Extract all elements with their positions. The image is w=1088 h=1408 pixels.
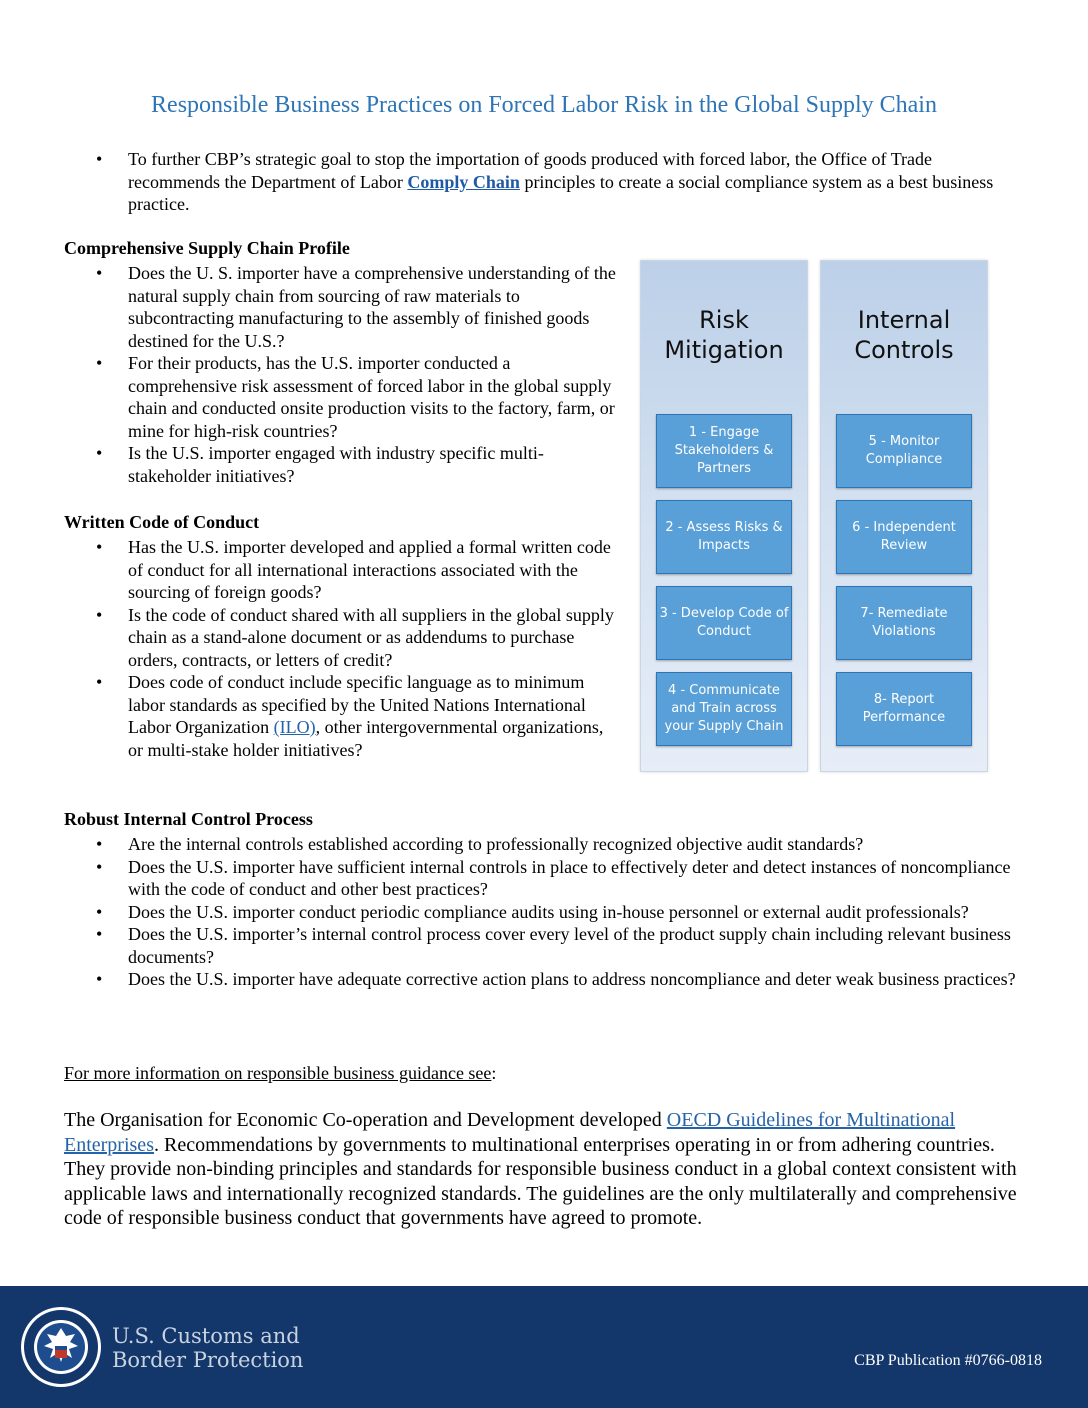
agency-line-2: Border Protection [112, 1348, 304, 1372]
agency-name [112, 1324, 303, 1372]
step-box: 1 - Engage Stakeholders & Partners [656, 414, 792, 488]
risk-mitigation-title [641, 305, 807, 365]
list-item: • Has the U.S. importer developed and applied a formal written code of conduct for all international interactions associated with the sourcing of foreign goods? [96, 536, 620, 604]
section-heading-code: Written Code of Conduct [64, 512, 260, 532]
list-item [96, 671, 620, 761]
column-title-text: Risk Mitigation [664, 306, 784, 364]
more-info-colon: : [491, 1063, 497, 1083]
list-item: • Does the U. S. importer have a comprehensive understanding of the natural supply chain from sourcing of raw materials to subcontracting manufacturing to the assembly of finished goods destined for the U.S.? [96, 262, 616, 352]
step-box: 3 - Develop Code of Conduct [656, 586, 792, 660]
list-item: • Is the code of conduct shared with all suppliers in the global supply chain as a stand-alone document or as addendums to purchase orders, contracts, or letters of credit? [96, 604, 620, 672]
list-item: • Does the U.S. importer’s internal control process cover every level of the product supply chain including relevant business documents? [96, 923, 1026, 968]
list-item: • Does the U.S. importer conduct periodic compliance audits using in-house personnel or external audit professionals? [96, 901, 1026, 924]
list-item: • Is the U.S. importer engaged with industry specific multi-stakeholder initiatives? [96, 442, 616, 487]
risk-mitigation-column [640, 260, 808, 772]
ilo-text-after: , other intergovernmental organizations, or multi-stake holder initiatives? [128, 717, 604, 760]
oecd-paragraph [64, 1108, 1034, 1231]
step-box: 7- Remediate Violations [836, 586, 972, 660]
list-item: • Does the U.S. importer have adequate corrective action plans to address noncompliance and deter weak business practices? [96, 968, 1026, 991]
oecd-guidelines-link[interactable]: OECD Guidelines for Multinational Enterprises [64, 1109, 956, 1156]
column-title-text: Internal Controls [854, 306, 954, 364]
internal-list [96, 833, 1026, 991]
step-box: 8- Report Performance [836, 672, 972, 746]
agency-line-1: U.S. Customs and [112, 1324, 300, 1348]
list-item: • Does the U.S. importer have sufficient internal controls in place to effectively deter and detect instances of noncompliance with the code of conduct and other best practices? [96, 856, 1026, 901]
internal-controls-title [821, 305, 987, 365]
comply-chain-link[interactable]: Comply Chain [407, 171, 520, 192]
oecd-text-before: The Organisation for Economic Co-operation and Development developed [64, 1109, 667, 1131]
intro-list [96, 148, 1026, 216]
ilo-text-before: Does code of conduct include specific language as to minimum labor standards as specified by the United Nations International Labor Organization [128, 672, 586, 737]
intro-item [96, 148, 1026, 216]
dhs-seal-icon [20, 1306, 102, 1388]
more-info [64, 1063, 496, 1084]
list-item: • Are the internal controls established according to professionally recognized objective audit standards? [96, 833, 1026, 856]
code-list [96, 536, 620, 761]
internal-controls-column [820, 260, 988, 772]
intro-text-before: To further CBP’s strategic goal to stop the importation of goods produced with forced labor, the Office of Trade recommends the Department of Labor [128, 149, 933, 192]
footer-band [0, 1286, 1088, 1408]
step-box: 6 - Independent Review [836, 500, 972, 574]
profile-list [96, 262, 616, 487]
step-box: 5 - Monitor Compliance [836, 414, 972, 488]
publication-number: CBP Publication #0766-0818 [854, 1352, 1042, 1369]
intro-text-after: principles to create a social compliance system as a best business practice. [128, 171, 994, 214]
section-heading-internal: Robust Internal Control Process [64, 809, 313, 829]
oecd-text-after: . Recommendations by governments to multinational enterprises operating in or from adhering countries. They provide non-binding principles and standards for responsible business conduct in a global context consistent with applicable laws and internationally recognized standards. The guidelines are the only multilaterally and comprehensive code of responsible business conduct that governments have agreed to promote. [64, 1133, 1017, 1229]
page-title: Responsible Business Practices on Forced Labor Risk in the Global Supply Chain [151, 92, 937, 118]
more-info-label: For more information on responsible business guidance see [64, 1063, 492, 1083]
step-box: 2 - Assess Risks & Impacts [656, 500, 792, 574]
step-box: 4 - Communicate and Train across your Supply Chain [656, 672, 792, 746]
section-heading-profile: Comprehensive Supply Chain Profile [64, 238, 350, 258]
list-item: • For their products, has the U.S. importer conducted a comprehensive risk assessment of forced labor in the global supply chain and conducted onsite production visits to the factory, farm, or mine for high-risk countries? [96, 352, 616, 442]
ilo-link[interactable]: (ILO) [273, 717, 316, 737]
